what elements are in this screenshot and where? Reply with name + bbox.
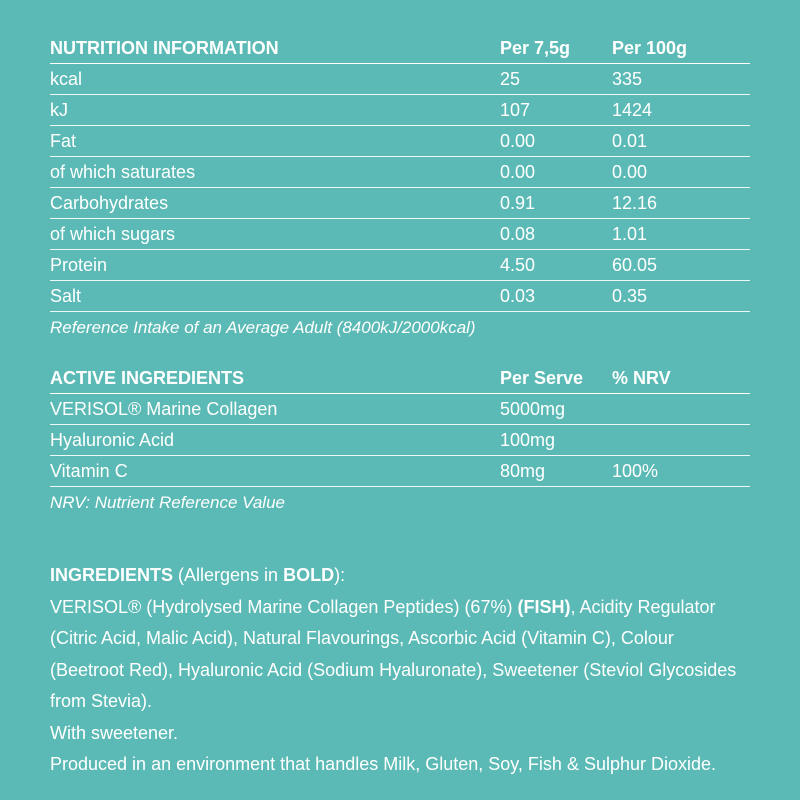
ingredients-list — [50, 592, 750, 718]
nutrient-name: Salt — [50, 281, 500, 312]
nrv-note: NRV: Nutrient Reference Value — [50, 493, 285, 512]
nutrition-header-per-100g: Per 100g — [612, 33, 750, 64]
table-row — [50, 250, 750, 281]
ingredient-nrv: 100% — [612, 456, 750, 487]
nutrient-per-serving: 0.00 — [500, 157, 612, 188]
nutrient-per-100g: 0.01 — [612, 126, 750, 157]
ingredient-nrv — [612, 425, 750, 456]
nutrient-name: Carbohydrates — [50, 188, 500, 219]
nutrient-per-serving: 0.00 — [500, 126, 612, 157]
nutrient-name: kJ — [50, 95, 500, 126]
table-row — [50, 157, 750, 188]
nutrient-per-serving: 0.91 — [500, 188, 612, 219]
nutrient-name: of which sugars — [50, 219, 500, 250]
nutrient-name: kcal — [50, 64, 500, 95]
ingredients-text-post: , Acidity Regulator (Citric Acid, Malic Acid), Natural Flavourings, Ascorbic Acid (Vitamin C), Colour (Beetroot Red), Hyaluronic Acid (Sodium Hyaluronate), Sweetener (Steviol Glycosides from Stevia). — [50, 596, 737, 711]
active-ingredients-table — [50, 363, 750, 487]
table-row — [50, 64, 750, 95]
nutrient-per-100g: 0.35 — [612, 281, 750, 312]
ingredient-per-serve: 100mg — [500, 425, 612, 456]
ingredient-name: Hyaluronic Acid — [50, 425, 500, 456]
nutrient-per-serving: 107 — [500, 95, 612, 126]
nutrient-per-serving: 4.50 — [500, 250, 612, 281]
active-header-nrv: % NRV — [612, 363, 750, 394]
ingredients-title-pre: (Allergens in — [173, 565, 284, 585]
ingredient-nrv — [612, 394, 750, 425]
nutrition-header-title: NUTRITION INFORMATION — [50, 33, 500, 64]
ingredient-name: VERISOL® Marine Collagen — [50, 394, 500, 425]
active-header-per-serve: Per Serve — [500, 363, 612, 394]
label-panel — [50, 0, 750, 781]
nutrient-per-serving: 25 — [500, 64, 612, 95]
table-row — [50, 188, 750, 219]
ingredient-per-serve: 5000mg — [500, 394, 612, 425]
ingredient-name: Vitamin C — [50, 456, 500, 487]
nutrient-per-serving: 0.03 — [500, 281, 612, 312]
ingredients-section — [50, 560, 750, 781]
nutrient-per-100g: 1424 — [612, 95, 750, 126]
nutrient-per-100g: 335 — [612, 64, 750, 95]
ingredients-title: INGREDIENTS — [50, 565, 174, 585]
table-row — [50, 95, 750, 126]
active-header-title: ACTIVE INGREDIENTS — [50, 363, 500, 394]
ingredients-title-post: ): — [334, 565, 346, 585]
table-row — [50, 281, 750, 312]
ingredient-per-serve: 80mg — [500, 456, 612, 487]
nutrition-header-per-serving: Per 7,5g — [500, 33, 612, 64]
sweetener-note: With sweetener. — [50, 722, 179, 743]
allergen-fish: (FISH) — [517, 596, 571, 617]
ingredients-heading — [50, 560, 750, 592]
nutrient-per-100g: 0.00 — [612, 157, 750, 188]
nutrient-per-serving: 0.08 — [500, 219, 612, 250]
table-row — [50, 219, 750, 250]
ingredients-text-pre: VERISOL® (Hydrolysed Marine Collagen Peptides) (67%) — [50, 596, 518, 617]
table-row — [50, 456, 750, 487]
table-row — [50, 425, 750, 456]
nutrient-per-100g: 1.01 — [612, 219, 750, 250]
nutrition-header-row — [50, 33, 750, 64]
nutrient-per-100g: 60.05 — [612, 250, 750, 281]
nutrient-per-100g: 12.16 — [612, 188, 750, 219]
nutrient-name: Protein — [50, 250, 500, 281]
nutrition-table — [50, 33, 750, 312]
table-row — [50, 394, 750, 425]
active-header-row — [50, 363, 750, 394]
reference-intake-note: Reference Intake of an Average Adult (8400kJ/2000kcal) — [50, 318, 476, 337]
table-row — [50, 126, 750, 157]
nutrient-name: Fat — [50, 126, 500, 157]
allergen-environment-note: Produced in an environment that handles Milk, Gluten, Soy, Fish & Sulphur Dioxide. — [50, 754, 717, 774]
nutrient-name: of which saturates — [50, 157, 500, 188]
ingredients-title-bold-word: BOLD — [283, 565, 335, 585]
